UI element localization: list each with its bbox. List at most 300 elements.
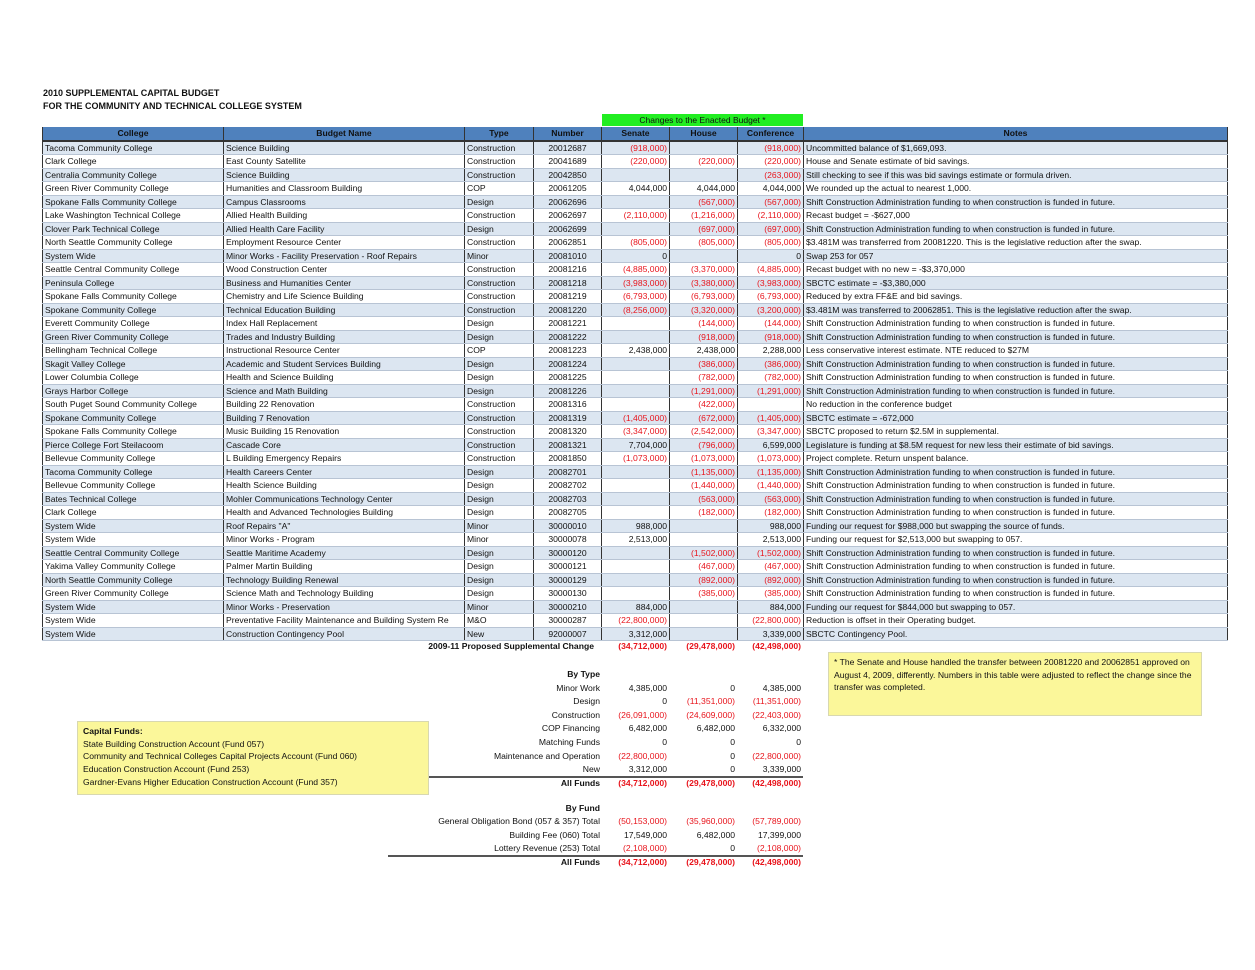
- summary-label: Maintenance and Operation: [493, 750, 600, 761]
- table-row: [43, 317, 1228, 331]
- cell-type: Design: [465, 573, 534, 587]
- cell-notes: Shift Construction Administration funding to when construction is funded in future.: [804, 357, 1228, 371]
- summary-house: 0: [730, 764, 735, 775]
- cell-number: 20081223: [534, 344, 602, 358]
- capital-funds-box: [77, 721, 429, 795]
- cell-house: [670, 249, 738, 263]
- cell-type: M&O: [465, 614, 534, 628]
- cell-senate: [602, 317, 670, 331]
- cell-senate: (4,885,000): [602, 263, 670, 277]
- cell-conference: (563,000): [738, 492, 804, 506]
- cell-college: Seattle Central Community College: [43, 546, 224, 560]
- cell-type: New: [465, 627, 534, 641]
- cell-conference: 2,288,000: [738, 344, 804, 358]
- cell-senate: [602, 465, 670, 479]
- cell-conference: (1,440,000): [738, 479, 804, 493]
- cell-college: Bellevue Community College: [43, 452, 224, 466]
- cell-budget-name: Minor Works - Facility Preservation - Roof Repairs: [224, 249, 465, 263]
- table-row: [43, 263, 1228, 277]
- cell-type: Design: [465, 546, 534, 560]
- cell-house: (385,000): [670, 587, 738, 601]
- summary-senate: (26,091,000): [618, 709, 667, 720]
- summary-conference: (57,789,000): [752, 816, 801, 827]
- cell-type: Construction: [465, 168, 534, 182]
- cell-house: 4,044,000: [670, 182, 738, 196]
- cell-house: [670, 614, 738, 628]
- cell-senate: (220,000): [602, 155, 670, 169]
- cell-number: 20081320: [534, 425, 602, 439]
- report-title: 2010 SUPPLEMENTAL CAPITAL BUDGET: [43, 88, 220, 98]
- cell-conference: (6,793,000): [738, 290, 804, 304]
- cell-conference: 0: [738, 249, 804, 263]
- all-funds-row: [0, 856, 1255, 869]
- cell-notes: Shift Construction Administration funding to when construction is funded in future.: [804, 506, 1228, 520]
- cell-notes: Shift Construction Administration funding to when construction is funded in future.: [804, 479, 1228, 493]
- table-row: [43, 344, 1228, 358]
- cell-senate: 988,000: [602, 519, 670, 533]
- cell-notes: Shift Construction Administration funding to when construction is funded in future.: [804, 222, 1228, 236]
- cell-budget-name: Business and Humanities Center: [224, 276, 465, 290]
- cell-senate: [602, 398, 670, 412]
- table-row: [43, 141, 1228, 155]
- table-row: [43, 398, 1228, 412]
- cell-senate: 4,044,000: [602, 182, 670, 196]
- cell-house: (3,380,000): [670, 276, 738, 290]
- cell-house: (3,320,000): [670, 303, 738, 317]
- cell-house: (918,000): [670, 330, 738, 344]
- cell-type: Construction: [465, 263, 534, 277]
- cell-conference: [738, 398, 804, 412]
- cell-type: Design: [465, 587, 534, 601]
- cell-type: Construction: [465, 141, 534, 155]
- footnote-text: * The Senate and House handled the transfer between 20081220 and 20062851 approved on August 4, 2009, differently. Numbers in this table were adjusted to reflect the change since the transfer was completed.: [834, 657, 1192, 693]
- capital-fund-item: Education Construction Account (Fund 253): [83, 764, 250, 775]
- cell-number: 20061205: [534, 182, 602, 196]
- cell-senate: [602, 357, 670, 371]
- cell-college: South Puget Sound Community College: [43, 398, 224, 412]
- cell-budget-name: Index Hall Replacement: [224, 317, 465, 331]
- cell-conference: 6,599,000: [738, 438, 804, 452]
- cell-budget-name: Minor Works - Program: [224, 533, 465, 547]
- table-row: [43, 411, 1228, 425]
- cell-budget-name: Building 7 Renovation: [224, 411, 465, 425]
- column-header-college: College: [43, 127, 224, 141]
- cell-senate: 2,438,000: [602, 344, 670, 358]
- cell-senate: [602, 371, 670, 385]
- cell-notes: SBCTC estimate = -672,000: [804, 411, 1228, 425]
- summary-label: Minor Work: [556, 682, 600, 693]
- summary-senate: (50,153,000): [618, 816, 667, 827]
- cell-notes: Recast budget with no new = -$3,370,000: [804, 263, 1228, 277]
- cell-budget-name: L Building Emergency Repairs: [224, 452, 465, 466]
- summary-senate: 0: [662, 737, 667, 747]
- table-row: [43, 465, 1228, 479]
- cell-house: [670, 519, 738, 533]
- column-header-conference: Conference: [738, 127, 804, 141]
- cell-notes: Shift Construction Administration funding to when construction is funded in future.: [804, 573, 1228, 587]
- cell-number: 20081226: [534, 384, 602, 398]
- cell-number: 30000078: [534, 533, 602, 547]
- cell-house: [670, 600, 738, 614]
- cell-conference: (1,135,000): [738, 465, 804, 479]
- summary-house: (24,609,000): [686, 709, 735, 720]
- cell-notes: $3.481M was transferred to 20062851. This is the legislative reduction after the swap.: [804, 303, 1228, 317]
- cell-college: System Wide: [43, 614, 224, 628]
- summary-label: New: [582, 764, 600, 775]
- column-header-number: Number: [534, 127, 602, 141]
- cell-conference: (567,000): [738, 195, 804, 209]
- cell-type: Minor: [465, 533, 534, 547]
- cell-conference: (3,347,000): [738, 425, 804, 439]
- cell-senate: 0: [602, 249, 670, 263]
- table-row: [43, 425, 1228, 439]
- cell-type: Design: [465, 506, 534, 520]
- column-header-budget-name: Budget Name: [224, 127, 465, 141]
- cell-number: 20081319: [534, 411, 602, 425]
- cell-senate: (1,405,000): [602, 411, 670, 425]
- cell-type: Design: [465, 222, 534, 236]
- cell-college: Green River Community College: [43, 182, 224, 196]
- total-conference: (42,498,000): [752, 641, 801, 651]
- cell-college: Green River Community College: [43, 587, 224, 601]
- summary-label: All Funds: [560, 777, 600, 788]
- cell-senate: [602, 573, 670, 587]
- summary-label: Design: [573, 696, 600, 707]
- cell-type: Construction: [465, 303, 534, 317]
- cell-budget-name: Construction Contingency Pool: [224, 627, 465, 641]
- cell-type: Design: [465, 195, 534, 209]
- cell-type: Construction: [465, 209, 534, 223]
- report-subtitle: FOR THE COMMUNITY AND TECHNICAL COLLEGE SYSTEM: [43, 101, 302, 111]
- cell-budget-name: East County Satellite: [224, 155, 465, 169]
- cell-notes: Shift Construction Administration funding to when construction is funded in future.: [804, 330, 1228, 344]
- cell-senate: 7,704,000: [602, 438, 670, 452]
- cell-budget-name: Science Building: [224, 168, 465, 182]
- cell-notes: SBCTC Contingency Pool.: [804, 627, 1228, 641]
- cell-college: North Seattle Community College: [43, 236, 224, 250]
- cell-type: Construction: [465, 398, 534, 412]
- capital-fund-item: Community and Technical Colleges Capital Projects Account (Fund 060): [83, 751, 358, 762]
- cell-house: (1,135,000): [670, 465, 738, 479]
- cell-college: Clark College: [43, 506, 224, 520]
- summary-conference: (42,498,000): [752, 856, 801, 867]
- cell-budget-name: Campus Classrooms: [224, 195, 465, 209]
- cell-notes: Less conservative interest estimate. NTE reduced to $27M: [804, 344, 1228, 358]
- cell-type: COP: [465, 344, 534, 358]
- cell-budget-name: Health and Advanced Technologies Building: [224, 506, 465, 520]
- table-row: [43, 614, 1228, 628]
- cell-notes: Recast budget = -$627,000: [804, 209, 1228, 223]
- cell-budget-name: Allied Health Care Facility: [224, 222, 465, 236]
- table-row: [43, 276, 1228, 290]
- table-row: [43, 155, 1228, 169]
- cell-college: Spokane Community College: [43, 411, 224, 425]
- cell-number: 30000010: [534, 519, 602, 533]
- summary-conference: (2,108,000): [757, 843, 801, 854]
- cell-house: [670, 533, 738, 547]
- table-row: [43, 452, 1228, 466]
- cell-number: 20082705: [534, 506, 602, 520]
- cell-number: 30000120: [534, 546, 602, 560]
- cell-number: 20082701: [534, 465, 602, 479]
- cell-number: 20042850: [534, 168, 602, 182]
- summary-senate: (34,712,000): [618, 856, 667, 867]
- cell-type: Design: [465, 330, 534, 344]
- cell-senate: [602, 195, 670, 209]
- cell-type: Design: [465, 317, 534, 331]
- table-row: [43, 600, 1228, 614]
- table-row: [43, 182, 1228, 196]
- summary-conference: (11,351,000): [752, 696, 801, 707]
- summary-house: 0: [730, 843, 735, 854]
- cell-budget-name: Preventative Facility Maintenance and Building System Re: [224, 614, 465, 628]
- cell-conference: (220,000): [738, 155, 804, 169]
- summary-label: Construction: [551, 709, 600, 720]
- cell-notes: Uncommitted balance of $1,669,093.: [804, 141, 1228, 155]
- summary-label: Matching Funds: [538, 737, 600, 747]
- cell-college: Skagit Valley College: [43, 357, 224, 371]
- cell-college: Bellevue Community College: [43, 479, 224, 493]
- cell-house: (467,000): [670, 560, 738, 574]
- cell-budget-name: Health and Science Building: [224, 371, 465, 385]
- cell-senate: 884,000: [602, 600, 670, 614]
- summary-house: (29,478,000): [686, 777, 735, 788]
- cell-college: Seattle Central Community College: [43, 263, 224, 277]
- cell-house: (386,000): [670, 357, 738, 371]
- table-row: [43, 236, 1228, 250]
- cell-number: 30000121: [534, 560, 602, 574]
- by-type-heading: By Type: [567, 669, 600, 679]
- summary-conference: 4,385,000: [762, 682, 801, 693]
- cell-house: 2,438,000: [670, 344, 738, 358]
- total-label: 2009-11 Proposed Supplemental Change: [428, 641, 594, 651]
- table-row: [43, 384, 1228, 398]
- summary-conference: (42,498,000): [752, 777, 801, 788]
- cell-house: (892,000): [670, 573, 738, 587]
- cell-budget-name: Seattle Maritime Academy: [224, 546, 465, 560]
- cell-house: (796,000): [670, 438, 738, 452]
- cell-house: (782,000): [670, 371, 738, 385]
- by-fund-summary: [0, 802, 1255, 872]
- cell-budget-name: Health Careers Center: [224, 465, 465, 479]
- summary-conference: (22,403,000): [752, 709, 801, 720]
- cell-senate: [602, 587, 670, 601]
- cell-college: Pierce College Fort Steilacoom: [43, 438, 224, 452]
- cell-notes: Shift Construction Administration funding to when construction is funded in future.: [804, 195, 1228, 209]
- cell-house: [670, 168, 738, 182]
- cell-number: 20062696: [534, 195, 602, 209]
- cell-type: Design: [465, 357, 534, 371]
- cell-number: 20081222: [534, 330, 602, 344]
- table-row: [43, 587, 1228, 601]
- cell-conference: (182,000): [738, 506, 804, 520]
- cell-college: Lake Washington Technical College: [43, 209, 224, 223]
- table-row: [43, 303, 1228, 317]
- cell-notes: Shift Construction Administration funding to when construction is funded in future.: [804, 317, 1228, 331]
- table-row: [43, 195, 1228, 209]
- budget-table: [42, 127, 1228, 641]
- cell-budget-name: Technology Building Renewal: [224, 573, 465, 587]
- cell-senate: (2,110,000): [602, 209, 670, 223]
- cell-conference: (3,983,000): [738, 276, 804, 290]
- table-row: [43, 519, 1228, 533]
- cell-college: System Wide: [43, 533, 224, 547]
- table-row: [43, 222, 1228, 236]
- cell-senate: (3,347,000): [602, 425, 670, 439]
- summary-house: 6,482,000: [696, 829, 735, 840]
- table-row: [43, 479, 1228, 493]
- cell-number: 20081218: [534, 276, 602, 290]
- cell-senate: [602, 479, 670, 493]
- cell-conference: 3,339,000: [738, 627, 804, 641]
- summary-house: (35,960,000): [686, 816, 735, 827]
- cell-college: Green River Community College: [43, 330, 224, 344]
- cell-conference: (892,000): [738, 573, 804, 587]
- cell-budget-name: Employment Resource Center: [224, 236, 465, 250]
- cell-conference: (1,073,000): [738, 452, 804, 466]
- cell-budget-name: Wood Construction Center: [224, 263, 465, 277]
- cell-budget-name: Science and Math Building: [224, 384, 465, 398]
- table-row: [43, 438, 1228, 452]
- cell-budget-name: Mohler Communications Technology Center: [224, 492, 465, 506]
- table-row: [43, 546, 1228, 560]
- header-row: [43, 127, 1228, 141]
- cell-number: 20081850: [534, 452, 602, 466]
- cell-senate: (22,800,000): [602, 614, 670, 628]
- cell-budget-name: Building 22 Renovation: [224, 398, 465, 412]
- cell-college: System Wide: [43, 600, 224, 614]
- cell-house: (144,000): [670, 317, 738, 331]
- cell-house: (3,370,000): [670, 263, 738, 277]
- table-row: [43, 290, 1228, 304]
- cell-house: [670, 627, 738, 641]
- cell-notes: Shift Construction Administration funding to when construction is funded in future.: [804, 371, 1228, 385]
- cell-college: Everett Community College: [43, 317, 224, 331]
- cell-number: 30000210: [534, 600, 602, 614]
- cell-budget-name: Humanities and Classroom Building: [224, 182, 465, 196]
- cell-house: [670, 141, 738, 155]
- summary-conference: 3,339,000: [762, 764, 801, 775]
- cell-college: Grays Harbor College: [43, 384, 224, 398]
- cell-type: Minor: [465, 600, 534, 614]
- changes-group-header: Changes to the Enacted Budget *: [602, 114, 803, 126]
- cell-college: Centralia Community College: [43, 168, 224, 182]
- cell-conference: (22,800,000): [738, 614, 804, 628]
- cell-budget-name: Trades and Industry Building: [224, 330, 465, 344]
- summary-senate: 3,312,000: [628, 764, 667, 775]
- capital-fund-item: State Building Construction Account (Fund 057): [83, 738, 265, 749]
- cell-college: System Wide: [43, 519, 224, 533]
- cell-college: Peninsula College: [43, 276, 224, 290]
- cell-house: (1,440,000): [670, 479, 738, 493]
- cell-senate: [602, 560, 670, 574]
- cell-number: 30000287: [534, 614, 602, 628]
- cell-house: (422,000): [670, 398, 738, 412]
- cell-type: Minor: [465, 249, 534, 263]
- cell-college: System Wide: [43, 627, 224, 641]
- cell-senate: [602, 330, 670, 344]
- summary-conference: 0: [796, 737, 801, 747]
- cell-notes: Shift Construction Administration funding to when construction is funded in future.: [804, 560, 1228, 574]
- cell-college: Tacoma Community College: [43, 465, 224, 479]
- cell-notes: Shift Construction Administration funding to when construction is funded in future.: [804, 587, 1228, 601]
- cell-senate: (805,000): [602, 236, 670, 250]
- cell-college: North Seattle Community College: [43, 573, 224, 587]
- cell-house: (697,000): [670, 222, 738, 236]
- cell-senate: (918,000): [602, 141, 670, 155]
- cell-number: 30000129: [534, 573, 602, 587]
- column-header-notes: Notes: [804, 127, 1228, 141]
- cell-type: Construction: [465, 452, 534, 466]
- cell-type: Design: [465, 371, 534, 385]
- table-row: [43, 533, 1228, 547]
- footnote-box: [828, 652, 1202, 716]
- summary-conference: 17,399,000: [757, 829, 801, 840]
- cell-college: Lower Columbia College: [43, 371, 224, 385]
- cell-senate: (1,073,000): [602, 452, 670, 466]
- cell-conference: (386,000): [738, 357, 804, 371]
- cell-house: (1,216,000): [670, 209, 738, 223]
- cell-senate: (8,256,000): [602, 303, 670, 317]
- cell-budget-name: Roof Repairs "A": [224, 519, 465, 533]
- cell-type: COP: [465, 182, 534, 196]
- table-row: [43, 357, 1228, 371]
- cell-budget-name: Science Math and Technology Building: [224, 587, 465, 601]
- cell-number: 20081225: [534, 371, 602, 385]
- cell-notes: Legislature is funding at $8.5M request for new less their estimate of bid savings.: [804, 438, 1228, 452]
- cell-senate: (3,983,000): [602, 276, 670, 290]
- cell-type: Construction: [465, 438, 534, 452]
- cell-number: 20082703: [534, 492, 602, 506]
- total-house: (29,478,000): [686, 641, 735, 651]
- table-row: [43, 506, 1228, 520]
- cell-budget-name: Palmer Martin Building: [224, 560, 465, 574]
- cell-notes: SBCTC proposed to return $2.5M in supplemental.: [804, 425, 1228, 439]
- by-fund-heading: By Fund: [565, 803, 600, 813]
- cell-type: Design: [465, 479, 534, 493]
- cell-conference: (782,000): [738, 371, 804, 385]
- summary-row: [0, 842, 1255, 855]
- cell-conference: (697,000): [738, 222, 804, 236]
- summary-house: 0: [730, 682, 735, 693]
- cell-senate: [602, 506, 670, 520]
- cell-type: Minor: [465, 519, 534, 533]
- cell-conference: (263,000): [738, 168, 804, 182]
- summary-label: COP Financing: [541, 723, 600, 734]
- cell-number: 20081220: [534, 303, 602, 317]
- cell-house: (563,000): [670, 492, 738, 506]
- cell-senate: [602, 384, 670, 398]
- cell-number: 20012687: [534, 141, 602, 155]
- cell-notes: We rounded up the actual to nearest 1,000.: [804, 182, 1228, 196]
- summary-senate: (2,108,000): [623, 843, 667, 854]
- cell-budget-name: Minor Works - Preservation: [224, 600, 465, 614]
- cell-college: Bellingham Technical College: [43, 344, 224, 358]
- cell-college: Spokane Falls Community College: [43, 290, 224, 304]
- cell-notes: Shift Construction Administration funding to when construction is funded in future.: [804, 465, 1228, 479]
- summary-house: 0: [730, 750, 735, 761]
- cell-notes: Funding our request for $844,000 but swapping to 057.: [804, 600, 1228, 614]
- summary-senate: (34,712,000): [618, 777, 667, 788]
- cell-conference: 884,000: [738, 600, 804, 614]
- table-row: [43, 573, 1228, 587]
- cell-senate: 2,513,000: [602, 533, 670, 547]
- cell-conference: (1,291,000): [738, 384, 804, 398]
- table-row: [43, 371, 1228, 385]
- cell-type: Construction: [465, 290, 534, 304]
- cell-notes: Funding our request for $2,513,000 but swapping to 057.: [804, 533, 1228, 547]
- cell-college: System Wide: [43, 249, 224, 263]
